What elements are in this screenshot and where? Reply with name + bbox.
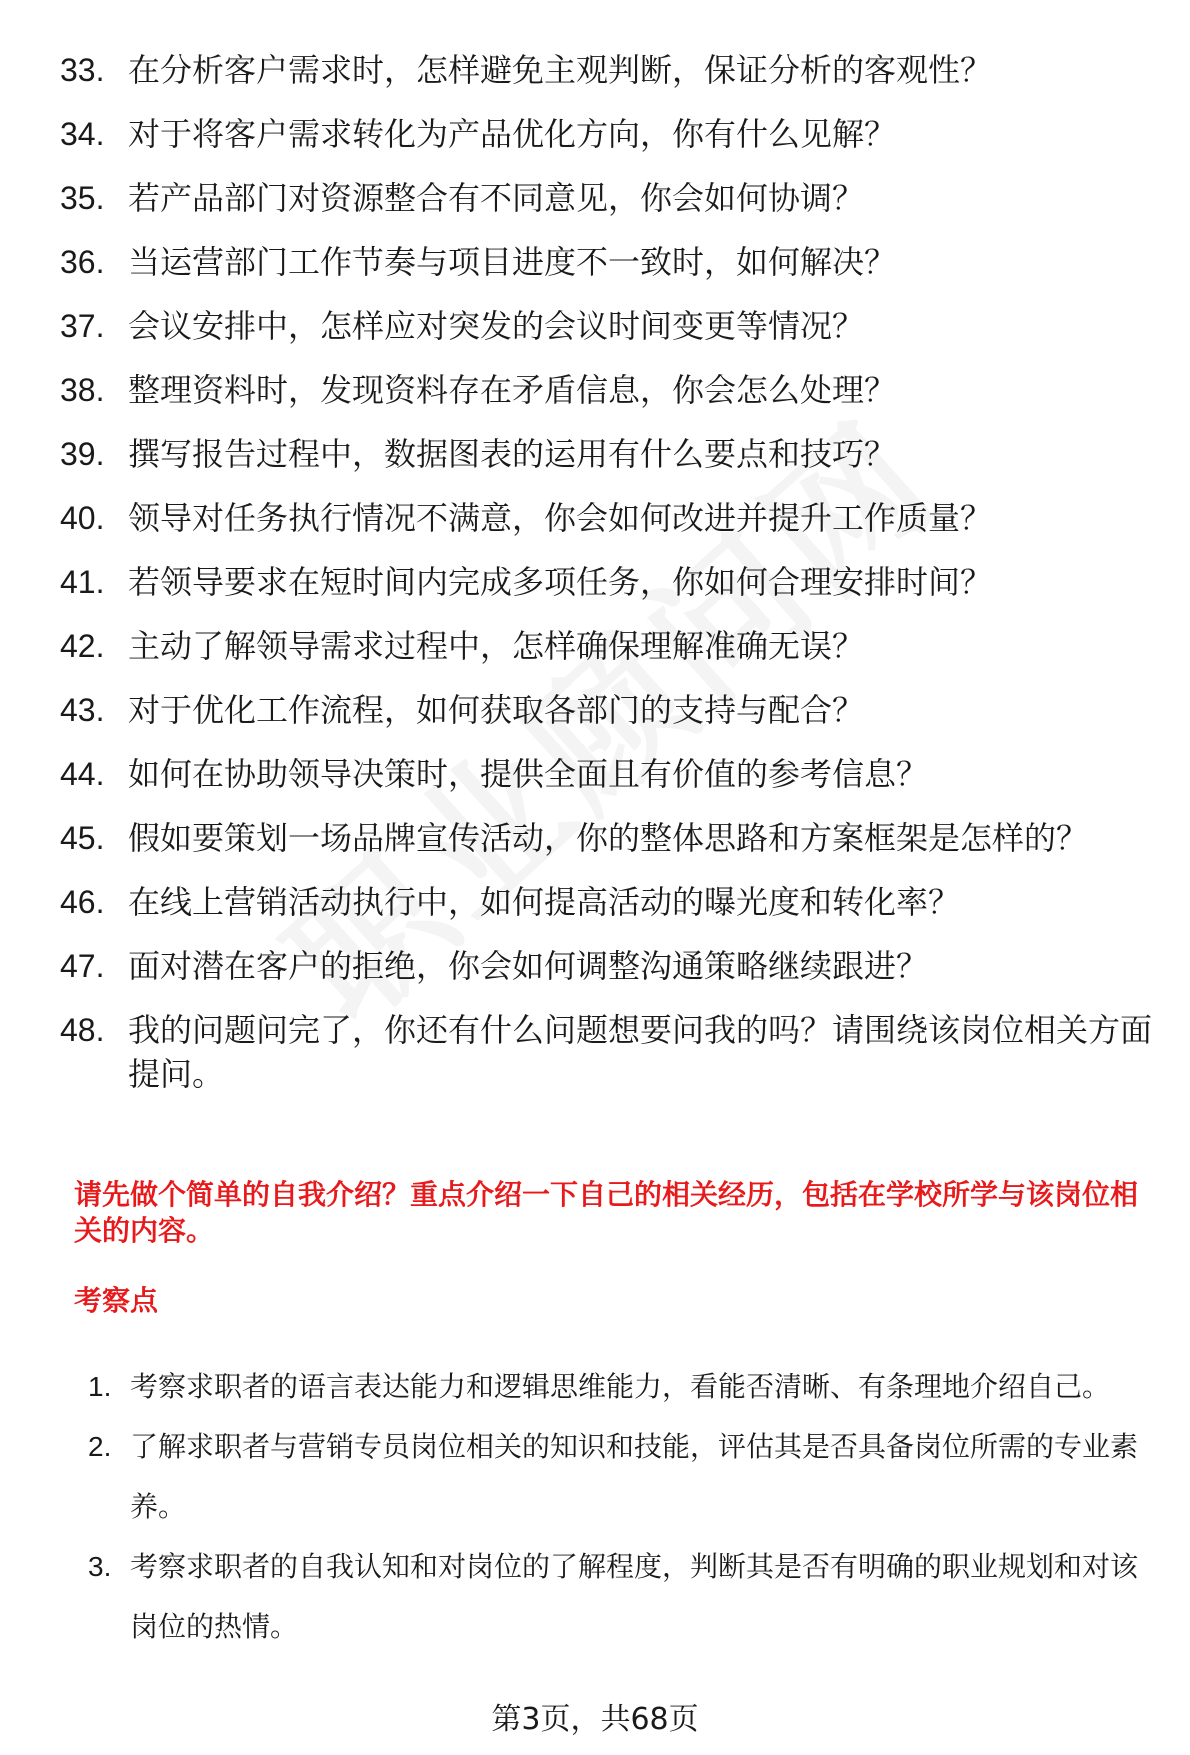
- question-text: 面对潜在客户的拒绝，你会如何调整沟通策略继续跟进？: [128, 947, 929, 985]
- question-number: 43.: [60, 692, 105, 728]
- question-text: 如何在协助领导决策时，提供全面且有价值的参考信息？: [128, 755, 929, 793]
- question-number: 35.: [60, 180, 105, 216]
- point-text: 考察求职者的语言表达能力和逻辑思维能力，看能否清晰、有条理地介绍自己。: [130, 1370, 1111, 1403]
- question-text: 我的问题问完了，你还有什么问题想要问我的吗？请围绕该岗位相关方面提问。: [128, 1011, 1153, 1093]
- question-number: 45.: [60, 820, 105, 856]
- question-number: 42.: [60, 628, 105, 664]
- list-item: [60, 560, 1160, 604]
- answer-section: [74, 1177, 1164, 1657]
- list-item: [60, 496, 1160, 540]
- list-item: [60, 432, 1160, 476]
- page-number: 第3页，共68页: [491, 1702, 699, 1737]
- question-text: 若领导要求在短时间内完成多项任务，你如何合理安排时间？: [128, 563, 993, 601]
- list-item: [60, 240, 1160, 284]
- point-number: 1.: [88, 1371, 112, 1402]
- question-number: 37.: [60, 308, 105, 344]
- list-item: [60, 176, 1160, 220]
- question-text: 在分析客户需求时，怎样避免主观判断，保证分析的客观性？: [128, 51, 993, 89]
- focus-points-list: [74, 1357, 1164, 1657]
- point-number: 3.: [88, 1551, 112, 1582]
- list-item: [60, 304, 1160, 348]
- question-number: 44.: [60, 756, 105, 792]
- list-item: [60, 48, 1160, 92]
- list-item: [74, 1417, 1164, 1537]
- question-text: 对于将客户需求转化为产品优化方向，你有什么见解？: [128, 115, 897, 153]
- question-text: 若产品部门对资源整合有不同意见，你会如何协调？: [128, 179, 865, 217]
- list-item: [60, 752, 1160, 796]
- question-text: 对于优化工作流程，如何获取各部门的支持与配合？: [128, 691, 865, 729]
- question-text: 在线上营销活动执行中，如何提高活动的曝光度和转化率？: [128, 883, 961, 921]
- question-number: 47.: [60, 948, 105, 984]
- list-item: [60, 880, 1160, 924]
- focus-heading: 考察点: [74, 1284, 159, 1317]
- question-number: 36.: [60, 244, 105, 280]
- list-item: [60, 368, 1160, 412]
- list-item: [60, 944, 1160, 988]
- question-number: 46.: [60, 884, 105, 920]
- question-number: 38.: [60, 372, 105, 408]
- question-number: 34.: [60, 116, 105, 152]
- question-text: 撰写报告过程中，数据图表的运用有什么要点和技巧？: [128, 435, 897, 473]
- question-list: [60, 48, 1160, 1116]
- list-item: [74, 1537, 1164, 1657]
- list-item: [60, 112, 1160, 156]
- question-number: 40.: [60, 500, 105, 536]
- list-item: [60, 624, 1160, 668]
- highlighted-question: 请先做个简单的自我介绍？重点介绍一下自己的相关经历，包括在学校所学与该岗位相关的内容。: [74, 1178, 1139, 1247]
- question-text: 当运营部门工作节奏与项目进度不一致时，如何解决？: [128, 243, 897, 281]
- point-number: 2.: [88, 1431, 112, 1462]
- question-number: 39.: [60, 436, 105, 472]
- question-text: 假如要策划一场品牌宣传活动，你的整体思路和方案框架是怎样的？: [128, 819, 1089, 857]
- list-item: [74, 1357, 1164, 1417]
- question-text: 主动了解领导需求过程中，怎样确保理解准确无误？: [128, 627, 865, 665]
- question-number: 48.: [60, 1012, 105, 1048]
- list-item: [60, 816, 1160, 860]
- question-number: 41.: [60, 564, 105, 600]
- question-text: 整理资料时，发现资料存在矛盾信息，你会怎么处理？: [128, 371, 897, 409]
- point-text: 考察求职者的自我认知和对岗位的了解程度，判断其是否有明确的职业规划和对该岗位的热情。: [130, 1550, 1139, 1643]
- list-item: [60, 1008, 1160, 1096]
- point-text: 了解求职者与营销专员岗位相关的知识和技能，评估其是否具备岗位所需的专业素养。: [130, 1430, 1139, 1523]
- question-text: 领导对任务执行情况不满意，你会如何改进并提升工作质量？: [128, 499, 993, 537]
- question-text: 会议安排中，怎样应对突发的会议时间变更等情况？: [128, 307, 865, 345]
- question-number: 33.: [60, 52, 105, 88]
- list-item: [60, 688, 1160, 732]
